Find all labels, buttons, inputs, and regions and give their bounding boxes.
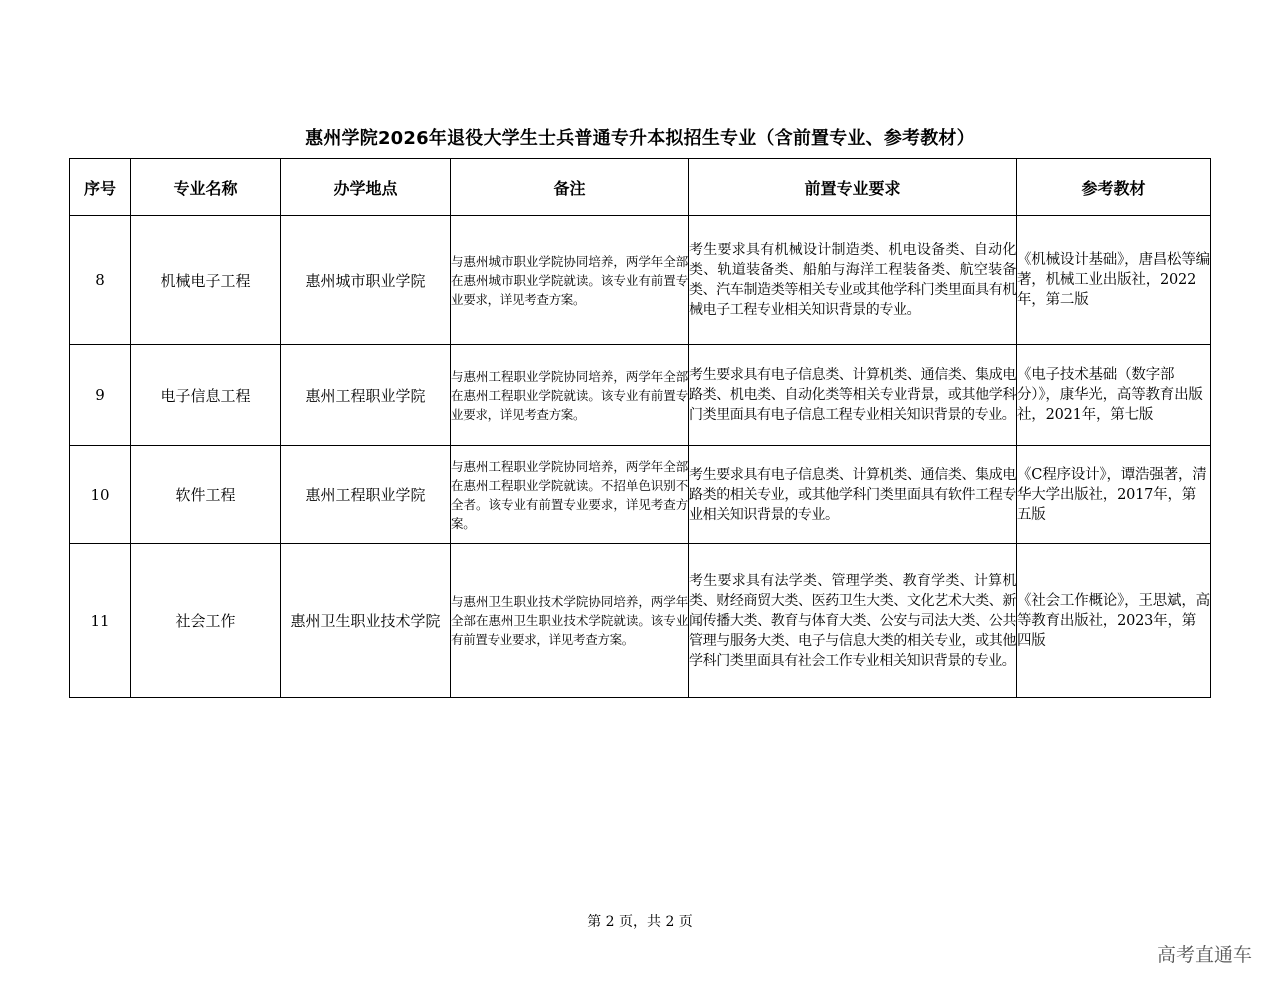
cell-seq: 10 [70, 446, 131, 544]
cell-requirement: 考生要求具有机械设计制造类、机电设备类、自动化类、轨道装备类、船舶与海洋工程装备类、航空装备类、汽车制造类等相关专业或其他学科门类里面具有机械电子工程专业相关知识背景的专业。 [689, 216, 1017, 345]
cell-requirement: 考生要求具有电子信息类、计算机类、通信类、集成电路类的相关专业，或其他学科门类里面具有软件工程专业相关知识背景的专业。 [689, 446, 1017, 544]
header-major: 专业名称 [131, 159, 281, 216]
cell-note: 与惠州城市职业学院协同培养，两学年全部在惠州城市职业学院就读。该专业有前置专业要求，详见考查方案。 [451, 216, 689, 345]
cell-location: 惠州工程职业学院 [281, 345, 451, 446]
cell-note: 与惠州工程职业学院协同培养，两学年全部在惠州工程职业学院就读。该专业有前置专业要求，详见考查方案。 [451, 345, 689, 446]
cell-note: 与惠州工程职业学院协同培养，两学年全部在惠州工程职业学院就读。不招单色识别不全者。该专业有前置专业要求，详见考查方案。 [451, 446, 689, 544]
header-note: 备注 [451, 159, 689, 216]
cell-textbook: 《机械设计基础》，唐昌松等编著，机械工业出版社，2022年，第二版 [1017, 216, 1211, 345]
table-row [70, 446, 1211, 544]
page-footer: 第 2 页，共 2 页 [587, 914, 693, 930]
cell-seq: 8 [70, 216, 131, 345]
cell-location: 惠州工程职业学院 [281, 446, 451, 544]
cell-seq: 9 [70, 345, 131, 446]
cell-note: 与惠州卫生职业技术学院协同培养，两学年全部在惠州卫生职业技术学院就读。该专业有前置专业要求，详见考查方案。 [451, 544, 689, 698]
cell-requirement: 考生要求具有电子信息类、计算机类、通信类、集成电路类、机电类、自动化类等相关专业背景，或其他学科门类里面具有电子信息工程专业相关知识背景的专业。 [689, 345, 1017, 446]
document-title: 惠州学院2026年退役大学生士兵普通专升本拟招生专业（含前置专业、参考教材） [305, 128, 975, 149]
cell-location: 惠州卫生职业技术学院 [281, 544, 451, 698]
cell-requirement: 考生要求具有法学类、管理学类、教育学类、计算机类、财经商贸大类、医药卫生大类、文化艺术大类、新闻传播大类、教育与体育大类、公安与司法大类、公共管理与服务大类、电子与信息大类的相关专业，或其他学科门类里面具有社会工作专业相关知识背景的专业。 [689, 544, 1017, 698]
cell-major: 软件工程 [131, 446, 281, 544]
cell-textbook: 《电子技术基础（数字部分）》，康华光，高等教育出版社，2021年，第七版 [1017, 345, 1211, 446]
table-row [70, 216, 1211, 345]
watermark: 高考直通车 [1156, 944, 1252, 966]
cell-seq: 11 [70, 544, 131, 698]
table-row [70, 544, 1211, 698]
cell-major: 机械电子工程 [131, 216, 281, 345]
header-textbook: 参考教材 [1017, 159, 1211, 216]
cell-textbook: 《C程序设计》，谭浩强著，清华大学出版社，2017年，第五版 [1017, 446, 1211, 544]
cell-textbook: 《社会工作概论》，王思斌，高等教育出版社，2023年，第四版 [1017, 544, 1211, 698]
table-row [70, 345, 1211, 446]
majors-table [69, 158, 1211, 698]
table-header-row [70, 159, 1211, 216]
header-requirement: 前置专业要求 [689, 159, 1017, 216]
cell-location: 惠州城市职业学院 [281, 216, 451, 345]
header-location: 办学地点 [281, 159, 451, 216]
cell-major: 社会工作 [131, 544, 281, 698]
cell-major: 电子信息工程 [131, 345, 281, 446]
header-seq: 序号 [70, 159, 131, 216]
